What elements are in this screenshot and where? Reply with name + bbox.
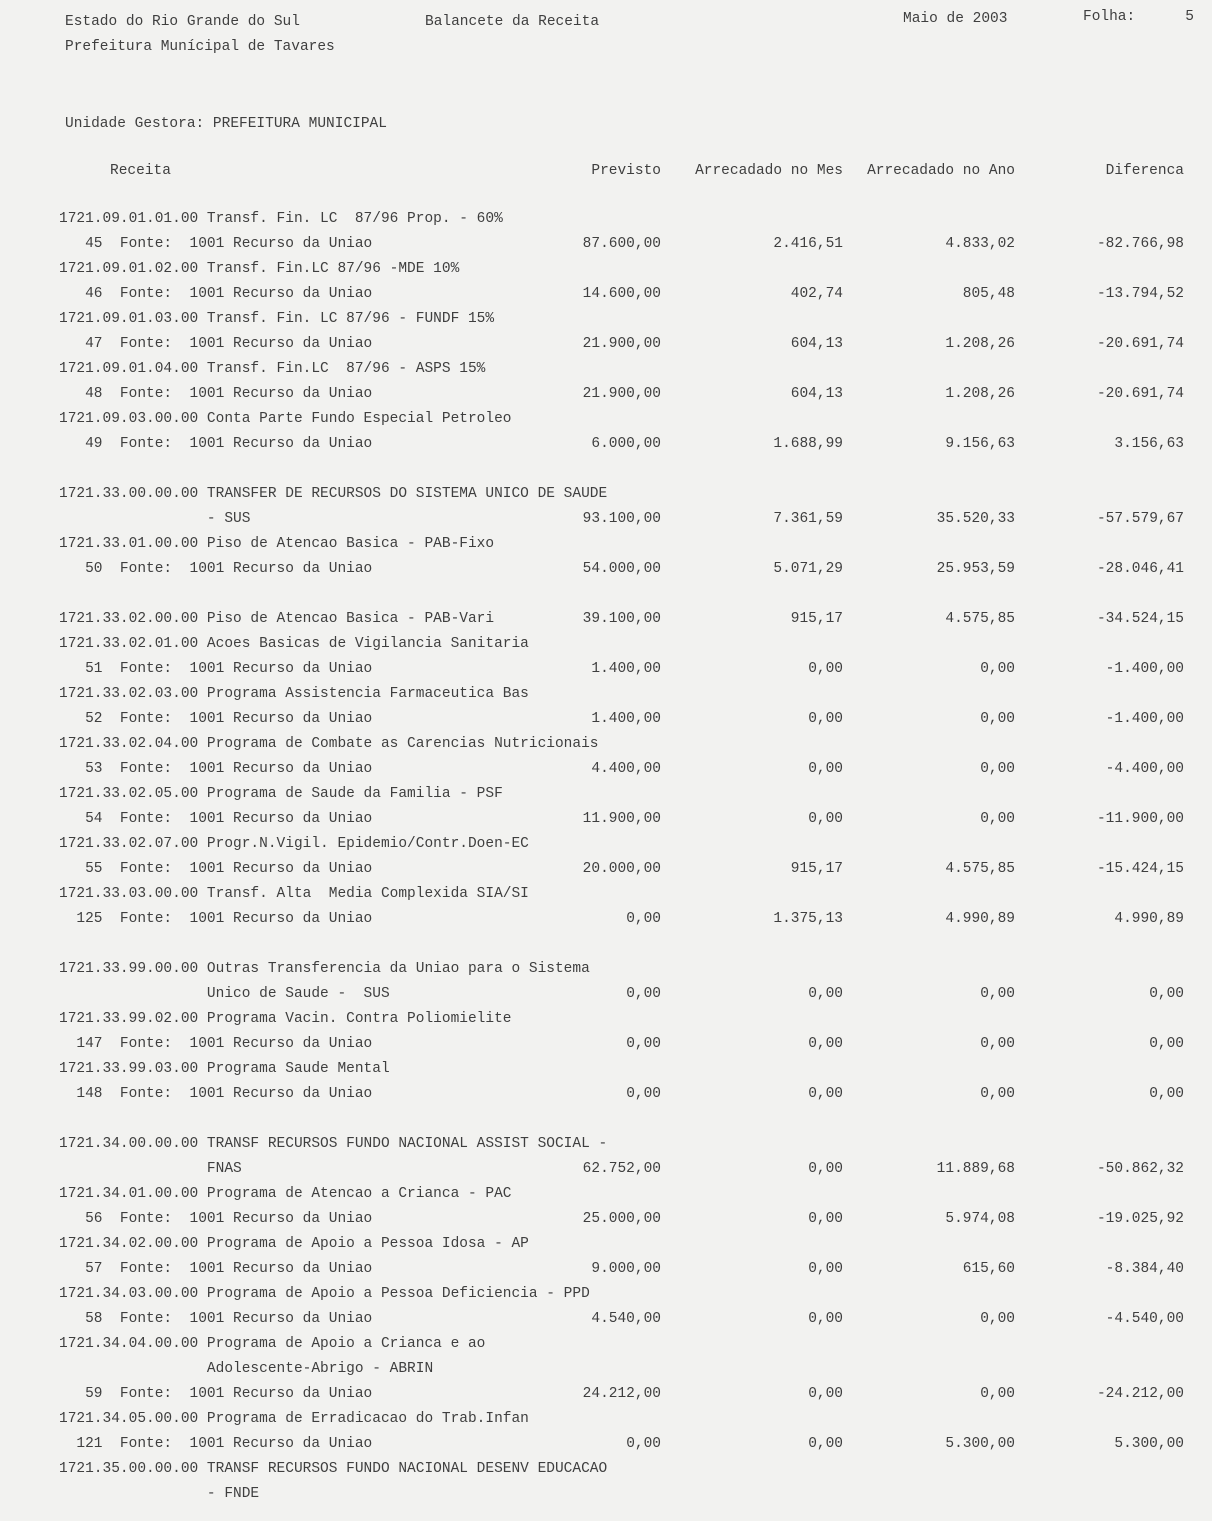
- table-row: [59, 307, 1184, 332]
- arrecadado-ano-value: 805,48: [962, 286, 1015, 302]
- receita-row-text: 1721.33.02.03.00 Programa Assistencia Farmaceutica Bas: [59, 686, 529, 702]
- diferenca-value: -15.424,15: [1096, 861, 1184, 877]
- arrecadado-mes-value: 604,13: [790, 386, 843, 402]
- table-row: [59, 1307, 1184, 1332]
- table-row: [59, 282, 1184, 307]
- previsto-value: 21.900,00: [582, 386, 661, 402]
- report-title: Balancete da Receita: [425, 14, 600, 30]
- table-row: [59, 1332, 1184, 1357]
- fonte-row-text: 125 Fonte: 1001 Recurso da Uniao: [59, 911, 373, 927]
- arrecadado-ano-value: 0,00: [980, 1036, 1015, 1052]
- previsto-value: 39.100,00: [582, 611, 661, 627]
- table-row: [59, 807, 1184, 832]
- table-row: [59, 382, 1184, 407]
- table-row: [59, 332, 1184, 357]
- receita-row-text: 1721.33.00.00.00 TRANSFER DE RECURSOS DO SISTEMA UNICO DE SAUDE: [59, 486, 608, 502]
- fonte-row-text: 148 Fonte: 1001 Recurso da Uniao: [59, 1086, 373, 1102]
- receita-row-text: 1721.09.03.00.00 Conta Parte Fundo Especial Petroleo: [59, 411, 512, 427]
- table-row: [59, 1457, 1184, 1482]
- fonte-row-text: 121 Fonte: 1001 Recurso da Uniao: [59, 1436, 373, 1452]
- arrecadado-mes-value: 0,00: [808, 1436, 843, 1452]
- receita-row-text: 1721.35.00.00.00 TRANSF RECURSOS FUNDO NACIONAL DESENV EDUCACAO: [59, 1461, 608, 1477]
- diferenca-value: 0,00: [1149, 1036, 1184, 1052]
- arrecadado-mes-value: 0,00: [808, 761, 843, 777]
- arrecadado-mes-value: 0,00: [808, 711, 843, 727]
- arrecadado-mes-value: 402,74: [790, 286, 843, 302]
- fonte-row-text: 147 Fonte: 1001 Recurso da Uniao: [59, 1036, 373, 1052]
- arrecadado-ano-value: 615,60: [962, 1261, 1015, 1277]
- table-row: [59, 882, 1184, 907]
- entity-name: Prefeitura Munícipal de Tavares: [65, 39, 335, 55]
- previsto-value: 6.000,00: [591, 436, 661, 452]
- diferenca-value: -19.025,92: [1096, 1211, 1184, 1227]
- fonte-row-text: 56 Fonte: 1001 Recurso da Uniao: [59, 1211, 373, 1227]
- receita-row-text: - FNDE: [59, 1486, 260, 1502]
- table-row: [59, 532, 1184, 557]
- sheet-number: 5: [1185, 9, 1194, 25]
- table-row: [59, 1232, 1184, 1257]
- receita-row-text: 1721.34.00.00.00 TRANSF RECURSOS FUNDO NACIONAL ASSIST SOCIAL -: [59, 1136, 608, 1152]
- arrecadado-ano-value: 0,00: [980, 811, 1015, 827]
- diferenca-value: -82.766,98: [1096, 236, 1184, 252]
- arrecadado-ano-value: 4.990,89: [945, 911, 1015, 927]
- arrecadado-mes-value: 2.416,51: [773, 236, 843, 252]
- table-row: [59, 432, 1184, 457]
- arrecadado-mes-value: 915,17: [790, 861, 843, 877]
- table-row: [59, 907, 1184, 932]
- receita-row-text: 1721.33.02.04.00 Programa de Combate as Carencias Nutricionais: [59, 736, 599, 752]
- table-row: [59, 857, 1184, 882]
- table-row: [59, 1357, 1184, 1382]
- diferenca-value: -4.540,00: [1105, 1311, 1184, 1327]
- table-row: [59, 557, 1184, 582]
- previsto-value: 0,00: [626, 1086, 661, 1102]
- diferenca-value: -57.579,67: [1096, 511, 1184, 527]
- arrecadado-mes-value: 0,00: [808, 661, 843, 677]
- table-row: [59, 682, 1184, 707]
- arrecadado-ano-value: 0,00: [980, 986, 1015, 1002]
- previsto-value: 0,00: [626, 1436, 661, 1452]
- arrecadado-ano-value: 4.833,02: [945, 236, 1015, 252]
- table-row: [59, 832, 1184, 857]
- arrecadado-mes-value: 0,00: [808, 1386, 843, 1402]
- arrecadado-mes-value: 0,00: [808, 1086, 843, 1102]
- arrecadado-ano-value: 5.300,00: [945, 1436, 1015, 1452]
- diferenca-value: -28.046,41: [1096, 561, 1184, 577]
- receita-row-text: 1721.33.99.02.00 Programa Vacin. Contra Poliomielite: [59, 1011, 512, 1027]
- arrecadado-ano-value: 35.520,33: [936, 511, 1015, 527]
- receita-row-text: 1721.34.02.00.00 Programa de Apoio a Pessoa Idosa - AP: [59, 1236, 529, 1252]
- table-row: [59, 632, 1184, 657]
- table-row: [59, 207, 1184, 232]
- arrecadado-ano-value: 5.974,08: [945, 1211, 1015, 1227]
- fonte-row-text: 51 Fonte: 1001 Recurso da Uniao: [59, 661, 373, 677]
- table-row: [59, 707, 1184, 732]
- arrecadado-mes-value: 0,00: [808, 1261, 843, 1277]
- arrecadado-mes-value: 0,00: [808, 811, 843, 827]
- diferenca-value: 4.990,89: [1114, 911, 1184, 927]
- table-row: [59, 1132, 1184, 1157]
- diferenca-value: 0,00: [1149, 1086, 1184, 1102]
- previsto-value: 54.000,00: [582, 561, 661, 577]
- previsto-value: 11.900,00: [582, 811, 661, 827]
- fonte-row-text: 48 Fonte: 1001 Recurso da Uniao: [59, 386, 373, 402]
- receita-row-text: FNAS: [59, 1161, 242, 1177]
- previsto-value: 9.000,00: [591, 1261, 661, 1277]
- table-row: [59, 482, 1184, 507]
- previsto-value: 20.000,00: [582, 861, 661, 877]
- diferenca-value: -1.400,00: [1105, 711, 1184, 727]
- table-row: [59, 657, 1184, 682]
- arrecadado-mes-value: 1.688,99: [773, 436, 843, 452]
- previsto-value: 24.212,00: [582, 1386, 661, 1402]
- arrecadado-mes-value: 7.361,59: [773, 511, 843, 527]
- previsto-value: 1.400,00: [591, 661, 661, 677]
- revenue-table: [59, 207, 1184, 1507]
- fonte-row-text: 50 Fonte: 1001 Recurso da Uniao: [59, 561, 373, 577]
- receita-row-text: 1721.33.02.00.00 Piso de Atencao Basica - PAB-Vari: [59, 611, 495, 627]
- previsto-value: 25.000,00: [582, 1211, 661, 1227]
- blank-row: [59, 1107, 1184, 1132]
- diferenca-value: -34.524,15: [1096, 611, 1184, 627]
- fonte-row-text: 54 Fonte: 1001 Recurso da Uniao: [59, 811, 373, 827]
- table-row: [59, 1407, 1184, 1432]
- arrecadado-mes-value: 915,17: [790, 611, 843, 627]
- table-row: [59, 1257, 1184, 1282]
- arrecadado-mes-value: 5.071,29: [773, 561, 843, 577]
- arrecadado-mes-value: 0,00: [808, 986, 843, 1002]
- receita-row-text: 1721.34.05.00.00 Programa de Erradicacao do Trab.Infan: [59, 1411, 529, 1427]
- fonte-row-text: 49 Fonte: 1001 Recurso da Uniao: [59, 436, 373, 452]
- previsto-value: 21.900,00: [582, 336, 661, 352]
- arrecadado-mes-value: 1.375,13: [773, 911, 843, 927]
- blank-row: [59, 582, 1184, 607]
- blank-row: [59, 932, 1184, 957]
- table-row: [59, 1382, 1184, 1407]
- previsto-value: 0,00: [626, 911, 661, 927]
- table-row: [59, 232, 1184, 257]
- table-row: [59, 757, 1184, 782]
- table-row: [59, 782, 1184, 807]
- arrecadado-ano-value: 11.889,68: [936, 1161, 1015, 1177]
- table-row: [59, 732, 1184, 757]
- diferenca-value: -50.862,32: [1096, 1161, 1184, 1177]
- receita-row-text: 1721.09.01.03.00 Transf. Fin. LC 87/96 - FUNDF 15%: [59, 311, 495, 327]
- diferenca-value: -8.384,40: [1105, 1261, 1184, 1277]
- arrecadado-mes-value: 0,00: [808, 1161, 843, 1177]
- fonte-row-text: 55 Fonte: 1001 Recurso da Uniao: [59, 861, 373, 877]
- receita-row-text: 1721.09.01.01.00 Transf. Fin. LC 87/96 Prop. - 60%: [59, 211, 503, 227]
- table-row: [59, 357, 1184, 382]
- table-row: [59, 1082, 1184, 1107]
- arrecadado-ano-value: 0,00: [980, 1086, 1015, 1102]
- receita-row-text: 1721.34.03.00.00 Programa de Apoio a Pessoa Deficiencia - PPD: [59, 1286, 590, 1302]
- receita-row-text: 1721.33.99.03.00 Programa Saude Mental: [59, 1061, 390, 1077]
- state-name: Estado do Rio Grande do Sul: [65, 14, 300, 30]
- receita-row-text: 1721.09.01.02.00 Transf. Fin.LC 87/96 -MDE 10%: [59, 261, 460, 277]
- arrecadado-ano-value: 9.156,63: [945, 436, 1015, 452]
- receita-row-text: 1721.33.02.05.00 Programa de Saude da Familia - PSF: [59, 786, 503, 802]
- fonte-row-text: 53 Fonte: 1001 Recurso da Uniao: [59, 761, 373, 777]
- receita-row-text: 1721.33.01.00.00 Piso de Atencao Basica - PAB-Fixo: [59, 536, 495, 552]
- arrecadado-ano-value: 1.208,26: [945, 336, 1015, 352]
- previsto-value: 93.100,00: [582, 511, 661, 527]
- diferenca-value: 5.300,00: [1114, 1436, 1184, 1452]
- table-row: [59, 1032, 1184, 1057]
- receita-row-text: 1721.33.03.00.00 Transf. Alta Media Complexida SIA/SI: [59, 886, 529, 902]
- table-row: [59, 1432, 1184, 1457]
- previsto-value: 87.600,00: [582, 236, 661, 252]
- arrecadado-ano-value: 25.953,59: [936, 561, 1015, 577]
- column-header-previsto: Previsto: [591, 163, 661, 179]
- arrecadado-ano-value: 0,00: [980, 661, 1015, 677]
- column-header-row: [59, 159, 1184, 184]
- arrecadado-ano-value: 4.575,85: [945, 611, 1015, 627]
- fonte-row-text: 45 Fonte: 1001 Recurso da Uniao: [59, 236, 373, 252]
- table-row: [59, 1007, 1184, 1032]
- sheet-label: Folha:: [1083, 9, 1136, 25]
- fonte-row-text: 57 Fonte: 1001 Recurso da Uniao: [59, 1261, 373, 1277]
- receita-row-text: 1721.33.02.01.00 Acoes Basicas de Vigilancia Sanitaria: [59, 636, 529, 652]
- table-row: [59, 607, 1184, 632]
- previsto-value: 14.600,00: [582, 286, 661, 302]
- receita-row-text: 1721.33.02.07.00 Progr.N.Vigil. Epidemio/Contr.Doen-EC: [59, 836, 529, 852]
- receita-row-text: Adolescente-Abrigo - ABRIN: [59, 1361, 434, 1377]
- arrecadado-ano-value: 4.575,85: [945, 861, 1015, 877]
- report-period: Maio de 2003: [903, 11, 1008, 27]
- diferenca-value: -20.691,74: [1096, 336, 1184, 352]
- previsto-value: 0,00: [626, 986, 661, 1002]
- table-row: [59, 1182, 1184, 1207]
- table-row: [59, 1207, 1184, 1232]
- diferenca-value: -24.212,00: [1096, 1386, 1184, 1402]
- managing-unit: Unidade Gestora: PREFEITURA MUNICIPAL: [65, 116, 387, 132]
- arrecadado-mes-value: 604,13: [790, 336, 843, 352]
- receita-row-text: 1721.34.01.00.00 Programa de Atencao a Crianca - PAC: [59, 1186, 512, 1202]
- previsto-value: 4.540,00: [591, 1311, 661, 1327]
- table-row: [59, 1157, 1184, 1182]
- diferenca-value: 3.156,63: [1114, 436, 1184, 452]
- receita-row-text: - SUS: [59, 511, 251, 527]
- arrecadado-mes-value: 0,00: [808, 1211, 843, 1227]
- arrecadado-mes-value: 0,00: [808, 1036, 843, 1052]
- blank-row: [59, 457, 1184, 482]
- column-header-diferenca: Diferenca: [1105, 163, 1184, 179]
- table-row: [59, 1057, 1184, 1082]
- table-row: [59, 982, 1184, 1007]
- fonte-row-text: 59 Fonte: 1001 Recurso da Uniao: [59, 1386, 373, 1402]
- arrecadado-ano-value: 1.208,26: [945, 386, 1015, 402]
- fonte-row-text: 58 Fonte: 1001 Recurso da Uniao: [59, 1311, 373, 1327]
- fonte-row-text: 46 Fonte: 1001 Recurso da Uniao: [59, 286, 373, 302]
- arrecadado-ano-value: 0,00: [980, 761, 1015, 777]
- previsto-value: 0,00: [626, 1036, 661, 1052]
- arrecadado-ano-value: 0,00: [980, 711, 1015, 727]
- column-header-arrecadado-mes: Arrecadado no Mes: [695, 163, 843, 179]
- fonte-row-text: 52 Fonte: 1001 Recurso da Uniao: [59, 711, 373, 727]
- diferenca-value: -1.400,00: [1105, 661, 1184, 677]
- arrecadado-ano-value: 0,00: [980, 1386, 1015, 1402]
- table-row: [59, 1282, 1184, 1307]
- receita-row-text: 1721.34.04.00.00 Programa de Apoio a Crianca e ao: [59, 1336, 486, 1352]
- fonte-row-text: 47 Fonte: 1001 Recurso da Uniao: [59, 336, 373, 352]
- diferenca-value: -20.691,74: [1096, 386, 1184, 402]
- diferenca-value: -4.400,00: [1105, 761, 1184, 777]
- receita-row-text: 1721.09.01.04.00 Transf. Fin.LC 87/96 - ASPS 15%: [59, 361, 486, 377]
- table-row: [59, 407, 1184, 432]
- table-row: [59, 957, 1184, 982]
- diferenca-value: -13.794,52: [1096, 286, 1184, 302]
- previsto-value: 1.400,00: [591, 711, 661, 727]
- column-header-arrecadado-ano: Arrecadado no Ano: [867, 163, 1015, 179]
- receita-row-text: Unico de Saude - SUS: [59, 986, 390, 1002]
- table-row: [59, 507, 1184, 532]
- previsto-value: 4.400,00: [591, 761, 661, 777]
- column-header-receita: Receita: [110, 163, 171, 179]
- diferenca-value: -11.900,00: [1096, 811, 1184, 827]
- arrecadado-mes-value: 0,00: [808, 1311, 843, 1327]
- diferenca-value: 0,00: [1149, 986, 1184, 1002]
- arrecadado-ano-value: 0,00: [980, 1311, 1015, 1327]
- receita-row-text: 1721.33.99.00.00 Outras Transferencia da Uniao para o Sistema: [59, 961, 590, 977]
- table-row: [59, 1482, 1184, 1507]
- table-row: [59, 257, 1184, 282]
- previsto-value: 62.752,00: [582, 1161, 661, 1177]
